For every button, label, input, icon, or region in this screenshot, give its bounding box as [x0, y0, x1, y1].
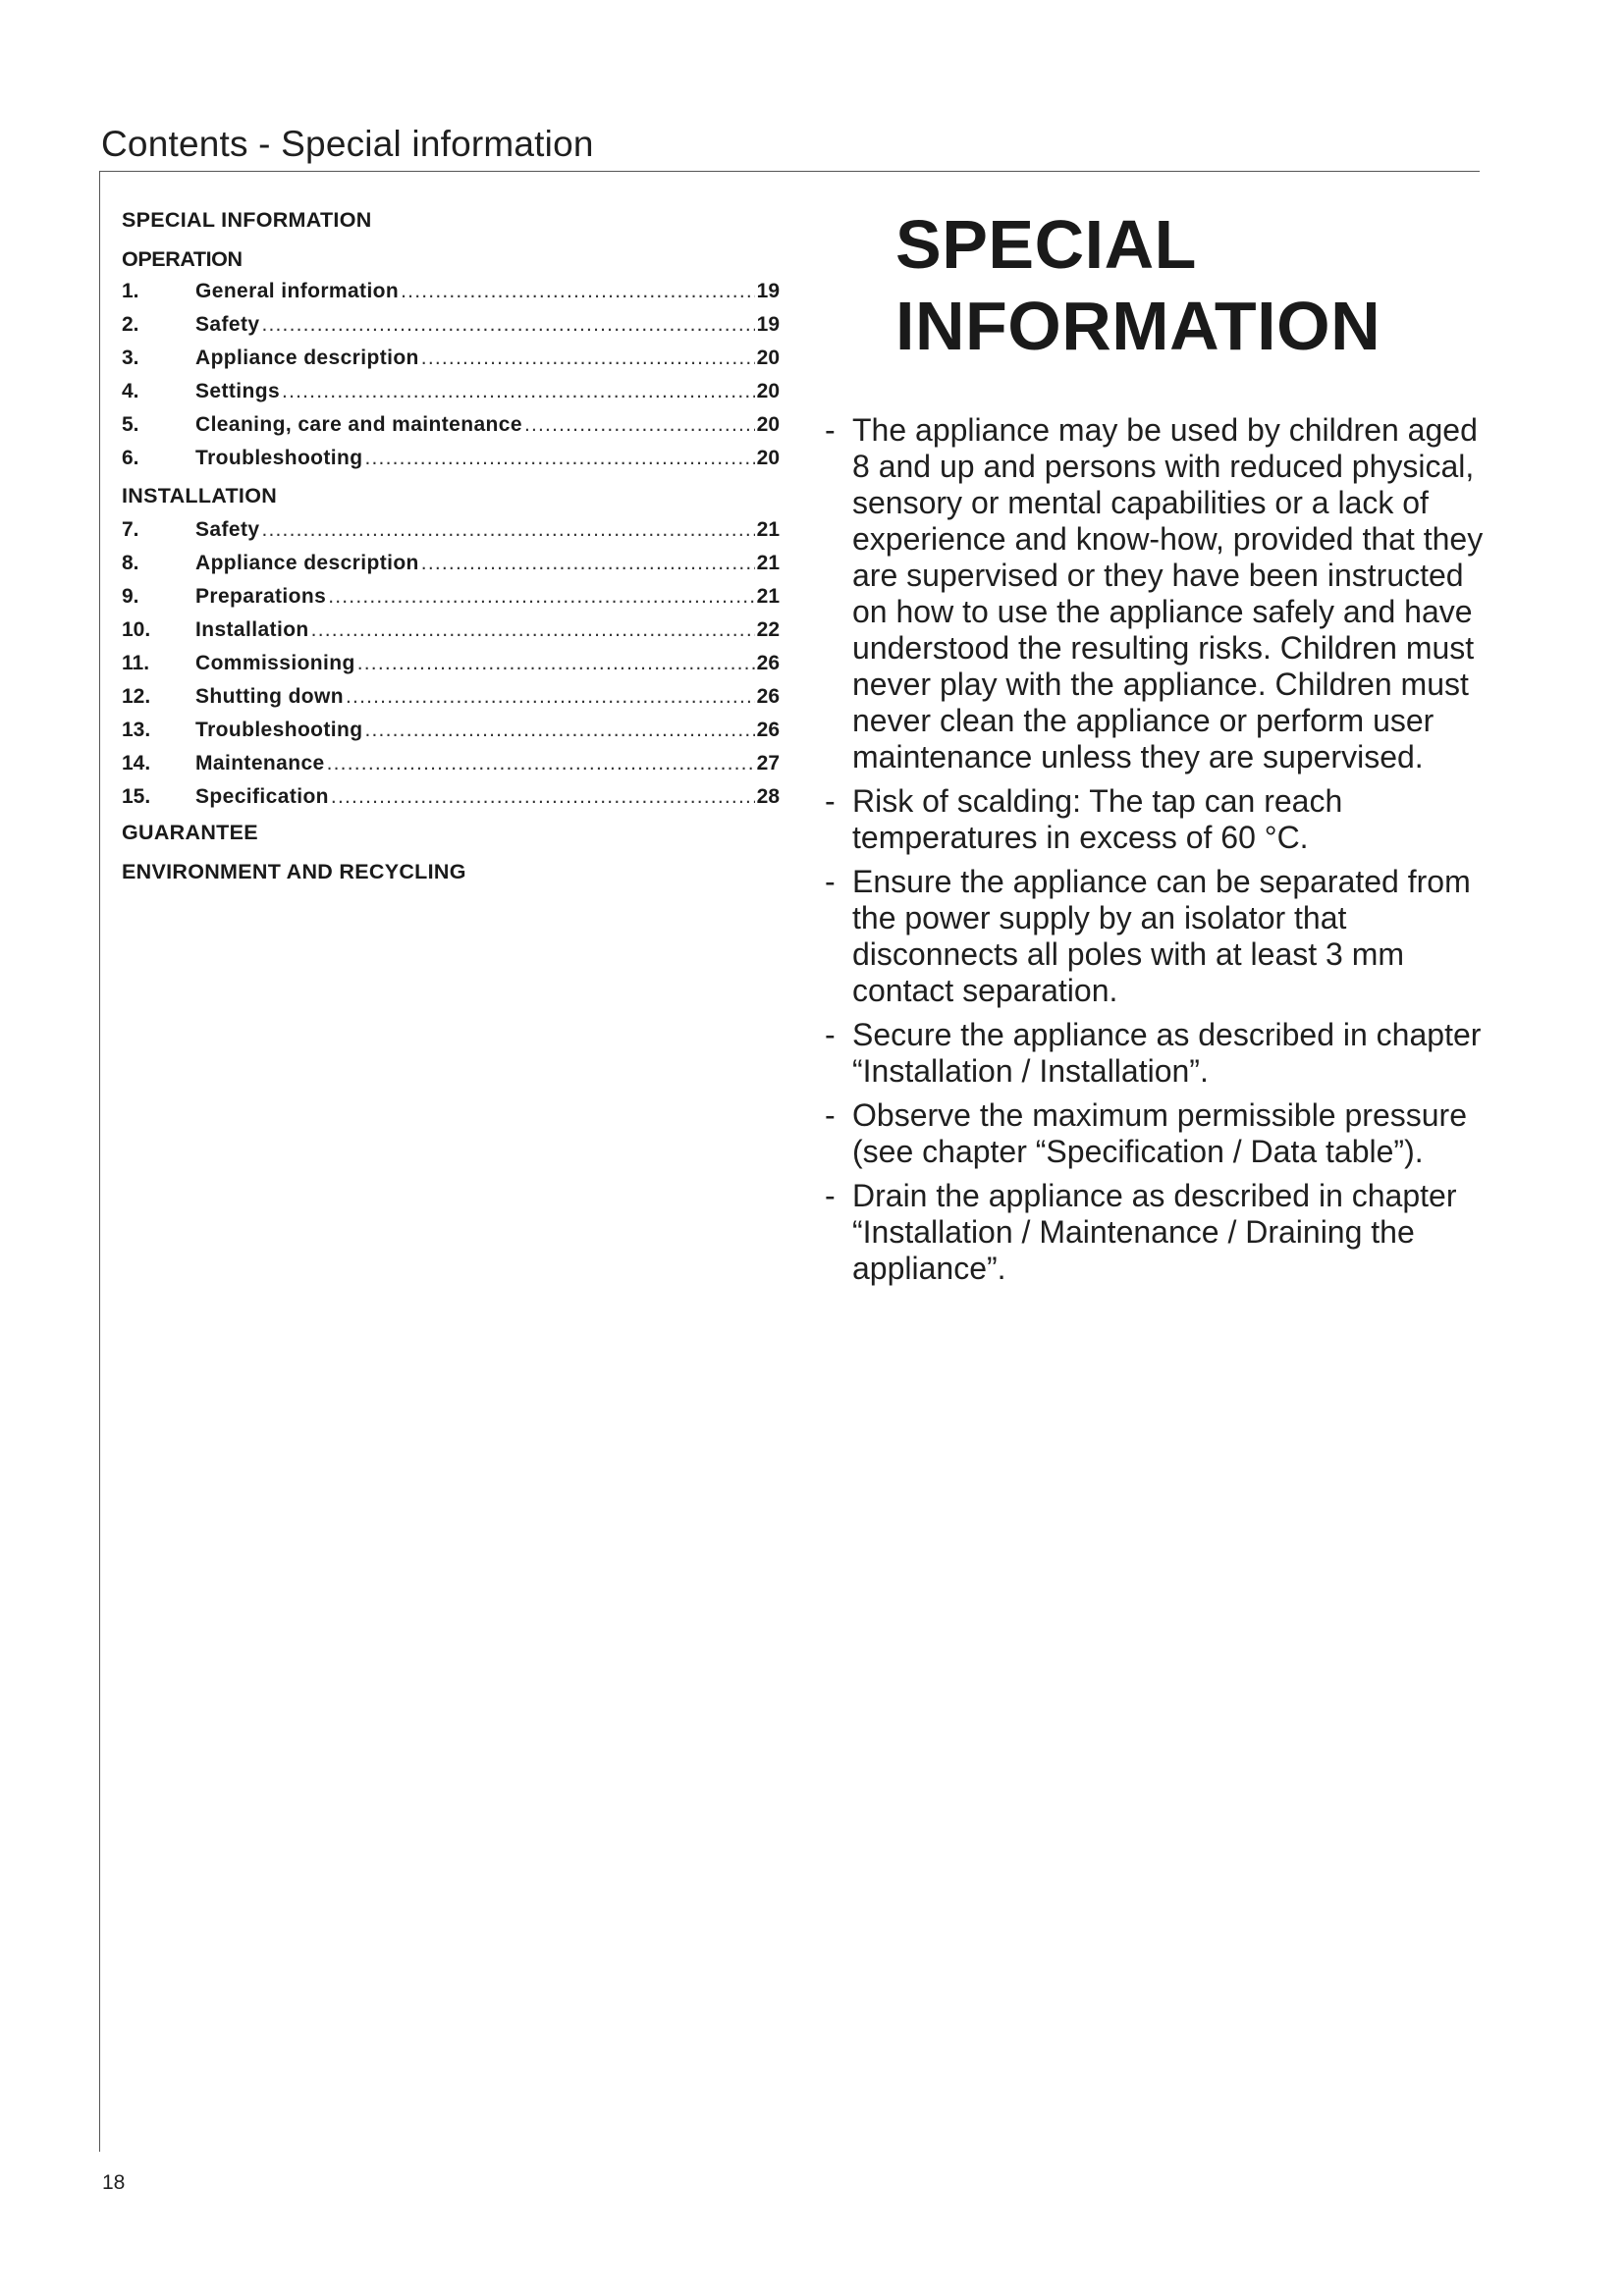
note-text: Risk of scalding: The tap can reach temperatures in excess of 60 °C.	[852, 783, 1343, 855]
note-isolator	[815, 864, 1502, 1009]
toc-entry-page: 20	[756, 413, 780, 436]
toc-leader-dots	[346, 685, 755, 709]
toc-entry-label: Safety	[195, 313, 260, 336]
special-title-line-1: SPECIAL	[895, 206, 1197, 283]
toc-entry-page: 27	[756, 752, 780, 774]
toc-entry-number: 14.	[122, 752, 151, 774]
page-header-title: Contents - Special information	[101, 124, 594, 164]
toc-entry-page: 21	[756, 585, 780, 608]
toc-entry-number: 15.	[122, 785, 151, 808]
toc-entry-label: Shutting down	[195, 685, 344, 708]
note-text: Secure the appliance as described in chapter “Installation / Installation”.	[852, 1017, 1482, 1089]
toc-entry-label: Safety	[195, 518, 260, 541]
toc-entry-page: 19	[756, 280, 780, 302]
note-dash: -	[825, 1017, 836, 1052]
toc-entry-label: Specification	[195, 785, 329, 808]
note-max-pressure	[815, 1097, 1502, 1170]
toc-leader-dots	[328, 585, 754, 609]
special-information-title	[895, 204, 1380, 367]
toc-entry-number: 4.	[122, 380, 139, 402]
toc-entry-number: 7.	[122, 518, 139, 541]
note-dash: -	[825, 1097, 836, 1133]
toc-entry-general-information[interactable]	[122, 280, 780, 313]
toc-entry-specification[interactable]	[122, 785, 780, 819]
note-secure-appliance	[815, 1017, 1502, 1090]
toc-entry-page: 28	[756, 785, 780, 808]
toc-entry-cleaning-care-maintenance[interactable]	[122, 413, 780, 447]
toc-operation-list	[122, 280, 780, 480]
toc-entry-page: 26	[756, 719, 780, 741]
note-scalding-risk	[815, 783, 1502, 856]
table-of-contents	[122, 208, 780, 899]
toc-heading-operation[interactable]: OPERATION	[122, 247, 243, 271]
page-number: 18	[102, 2171, 126, 2194]
note-text: Observe the maximum permissible pressure (see chapter “Specification / Data table”).	[852, 1097, 1467, 1169]
toc-entry-page: 26	[756, 652, 780, 674]
toc-entry-label: Preparations	[195, 585, 327, 608]
toc-entry-number: 1.	[122, 280, 139, 302]
toc-entry-installation-troubleshooting[interactable]	[122, 719, 780, 752]
toc-entry-installation-appliance-description[interactable]	[122, 552, 780, 585]
note-dash: -	[825, 783, 836, 819]
special-information-notes	[815, 412, 1502, 1295]
header-divider	[99, 171, 1480, 172]
toc-leader-dots	[364, 719, 754, 742]
note-dash: -	[825, 864, 836, 899]
toc-entry-commissioning[interactable]	[122, 652, 780, 685]
toc-entry-page: 19	[756, 313, 780, 336]
toc-entry-preparations[interactable]	[122, 585, 780, 618]
toc-entry-label: General information	[195, 280, 400, 302]
toc-heading-special-information[interactable]: SPECIAL INFORMATION	[122, 208, 372, 232]
toc-entry-label: Settings	[195, 380, 281, 402]
note-dash: -	[825, 1178, 836, 1213]
toc-entry-number: 10.	[122, 618, 151, 641]
note-children-supervision	[815, 412, 1502, 775]
note-text: Ensure the appliance can be separated from the power supply by an isolator that disconnects all poles with at least 3 mm contact separation.	[852, 864, 1471, 1008]
toc-leader-dots	[364, 447, 754, 470]
toc-entry-troubleshooting[interactable]	[122, 447, 780, 480]
toc-leader-dots	[401, 280, 755, 303]
toc-entry-label: Appliance description	[195, 347, 419, 369]
toc-leader-dots	[524, 413, 755, 437]
toc-entry-label: Commissioning	[195, 652, 355, 674]
toc-entry-label: Troubleshooting	[195, 447, 363, 469]
toc-entry-label: Installation	[195, 618, 309, 641]
toc-entry-label: Appliance description	[195, 552, 419, 574]
toc-entry-number: 12.	[122, 685, 151, 708]
toc-entry-number: 2.	[122, 313, 139, 336]
toc-entry-number: 9.	[122, 585, 139, 608]
toc-leader-dots	[421, 347, 755, 370]
toc-entry-label: Cleaning, care and maintenance	[195, 413, 522, 436]
toc-leader-dots	[261, 313, 754, 337]
toc-leader-dots	[327, 752, 755, 775]
special-title-line-2: INFORMATION	[895, 288, 1381, 364]
toc-entry-page: 20	[756, 380, 780, 402]
note-text: Drain the appliance as described in chapter “Installation / Maintenance / Draining the appliance”.	[852, 1178, 1457, 1286]
toc-heading-guarantee[interactable]: GUARANTEE	[122, 821, 258, 844]
margin-divider	[99, 171, 100, 2152]
toc-leader-dots	[282, 380, 755, 403]
toc-entry-maintenance[interactable]	[122, 752, 780, 785]
toc-entry-installation-safety[interactable]	[122, 518, 780, 552]
toc-entry-number: 13.	[122, 719, 151, 741]
toc-leader-dots	[421, 552, 755, 575]
toc-entry-appliance-description[interactable]	[122, 347, 780, 380]
toc-entry-page: 21	[756, 552, 780, 574]
toc-heading-environment-recycling[interactable]: ENVIRONMENT AND RECYCLING	[122, 860, 466, 883]
toc-entry-number: 8.	[122, 552, 139, 574]
toc-entry-label: Maintenance	[195, 752, 325, 774]
toc-leader-dots	[357, 652, 755, 675]
toc-entry-number: 5.	[122, 413, 139, 436]
toc-entry-page: 21	[756, 518, 780, 541]
toc-entry-safety[interactable]	[122, 313, 780, 347]
toc-heading-installation[interactable]: INSTALLATION	[122, 484, 278, 507]
note-text: The appliance may be used by children aged 8 and up and persons with reduced physical, sensory or mental capabilities or a lack of experience and know-how, provided that they are supervised or they have been instructed on how to use the appliance safely and have understood the resulting risks. Children must never play with the appliance. Children must never clean the appliance or perform user maintenance unless they are supervised.	[852, 412, 1484, 774]
toc-entry-page: 20	[756, 447, 780, 469]
toc-leader-dots	[261, 518, 754, 542]
toc-leader-dots	[311, 618, 755, 642]
toc-entry-page: 20	[756, 347, 780, 369]
toc-entry-page: 26	[756, 685, 780, 708]
toc-leader-dots	[331, 785, 755, 809]
toc-entry-settings[interactable]	[122, 380, 780, 413]
toc-entry-page: 22	[756, 618, 780, 641]
toc-entry-shutting-down[interactable]	[122, 685, 780, 719]
note-dash: -	[825, 412, 836, 448]
toc-entry-number: 3.	[122, 347, 139, 369]
toc-entry-installation[interactable]	[122, 618, 780, 652]
toc-entry-label: Troubleshooting	[195, 719, 363, 741]
toc-entry-number: 11.	[122, 652, 150, 674]
toc-installation-list	[122, 518, 780, 819]
note-drain-appliance	[815, 1178, 1502, 1287]
toc-entry-number: 6.	[122, 447, 139, 469]
